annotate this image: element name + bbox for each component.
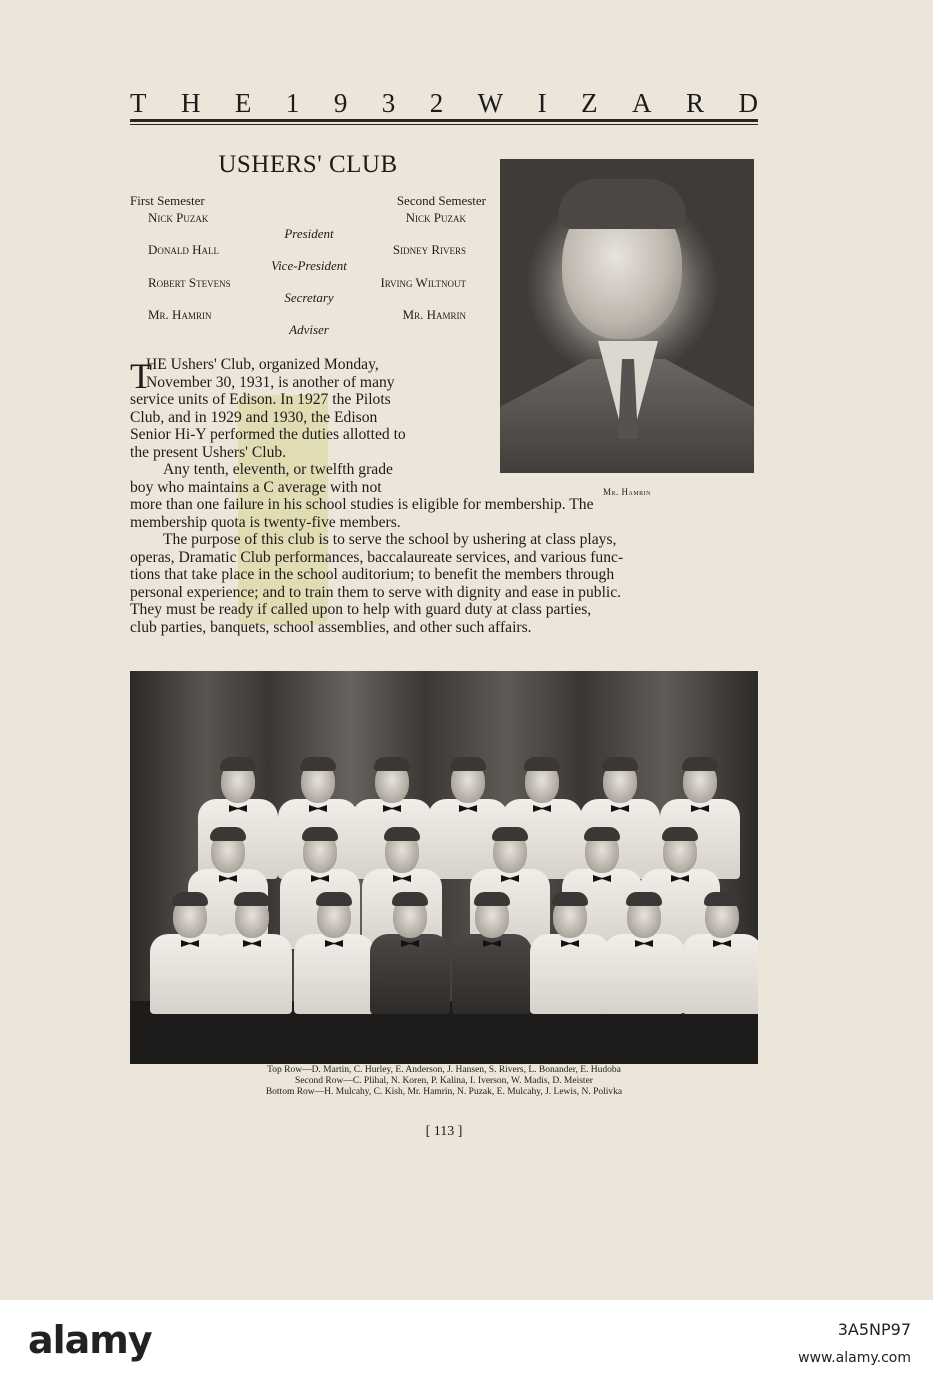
running-head-letter: A (632, 88, 652, 118)
running-head-letter: 2 (429, 88, 444, 118)
running-head-letter: W (477, 88, 504, 118)
body-line: HE Ushers' Club, organized Monday, (146, 356, 379, 373)
drop-cap: T (130, 356, 152, 396)
adviser-portrait-photo (500, 159, 754, 473)
body-line: service units of Edison. In 1927 the Pilots (130, 391, 391, 408)
page-title: USHERS' CLUB (218, 151, 398, 178)
officer-role: Adviser (289, 322, 329, 337)
running-head (130, 88, 758, 119)
body-line: The purpose of this club is to serve the school by ushering at class plays, (163, 531, 617, 548)
caption-second-row: Second Row—C. Plihal, N. Koren, P. Kalina, I. Iverson, W. Madis, D. Meister (295, 1076, 593, 1086)
portrait-caption: Mr. Hamrin (602, 487, 651, 497)
image-id: 3A5NP97 (837, 1320, 911, 1339)
body-line: club parties, banquets, school assemblies, and other such affairs. (130, 618, 532, 636)
officer-first-semester: Mr. Hamrin (148, 307, 212, 322)
body-line: They must be ready if called upon to help with guard duty at class parties, (130, 601, 592, 618)
body-line: Senior Hi-Y performed the duties allotted to (130, 426, 406, 443)
running-head-letter: D (738, 88, 758, 118)
officer-row (130, 307, 488, 323)
club-group-photo (130, 671, 758, 1064)
officer-role: Secretary (284, 290, 334, 305)
header-rule-thin (130, 124, 758, 125)
officer-second-semester: Irving Wiltnout (380, 275, 466, 290)
body-line: personal experience; and to train them to serve with dignity and ease in public. (130, 583, 622, 601)
body-line: operas, Dramatic Club performances, baccalaureate services, and various func- (130, 548, 624, 566)
officer-first-semester: Donald Hall (148, 242, 220, 257)
body-line: Club, and in 1929 and 1930, the Edison (130, 408, 378, 426)
running-head-letter: I (537, 88, 547, 118)
running-head-letter: R (685, 88, 704, 118)
body-line: the present Ushers' Club. (130, 443, 287, 461)
body-line: tions that take place in the school auditorium; to benefit the members through (130, 566, 615, 583)
stock-footer (0, 1300, 933, 1390)
header-rule-thick (130, 119, 758, 122)
officer-row (130, 275, 488, 291)
officer-second-semester: Mr. Hamrin (402, 307, 466, 322)
officer-role: President (284, 226, 334, 241)
officer-first-semester: Nick Puzak (148, 210, 209, 225)
body-line: boy who maintains a C average with not (130, 478, 382, 496)
alamy-logo: alamy (28, 1318, 152, 1362)
officer-role: Vice-President (271, 258, 347, 273)
second-semester-label: Second Semester (396, 193, 486, 208)
officer-row (130, 210, 488, 226)
page-number: [ 113 ] (425, 1124, 463, 1139)
running-head-letter: 9 (333, 88, 348, 118)
officer-second-semester: Nick Puzak (405, 210, 466, 225)
site-url: www.alamy.com (798, 1350, 911, 1366)
photo-caption (130, 1065, 758, 1098)
running-head-letter: Z (581, 88, 598, 118)
caption-top-row: Top Row—D. Martin, C. Hurley, E. Anderson, J. Hansen, S. Rivers, L. Bonander, E. Hudoba (267, 1065, 621, 1075)
running-head-letter: T (130, 88, 147, 118)
body-line: more than one failure in his school studies is eligible for membership. The (130, 496, 594, 513)
running-head-letter: H (180, 88, 201, 118)
running-head-letter: 3 (381, 88, 396, 118)
body-line: Any tenth, eleventh, or twelfth grade (163, 461, 393, 478)
officers-header-row (130, 193, 488, 209)
officer-second-semester: Sidney Rivers (392, 242, 466, 257)
caption-bottom-row: Bottom Row—H. Mulcahy, C. Kish, Mr. Hamrin, N. Puzak, E. Mulcahy, J. Lewis, N. Polivka (265, 1087, 623, 1097)
running-head-letter: E (234, 88, 252, 118)
body-line: membership quota is twenty-five members. (130, 513, 401, 531)
officer-row (130, 242, 488, 258)
body-line: November 30, 1931, is another of many (146, 373, 395, 391)
officer-first-semester: Robert Stevens (148, 275, 231, 290)
running-head-letter: 1 (285, 88, 300, 118)
first-semester-label: First Semester (130, 193, 205, 208)
